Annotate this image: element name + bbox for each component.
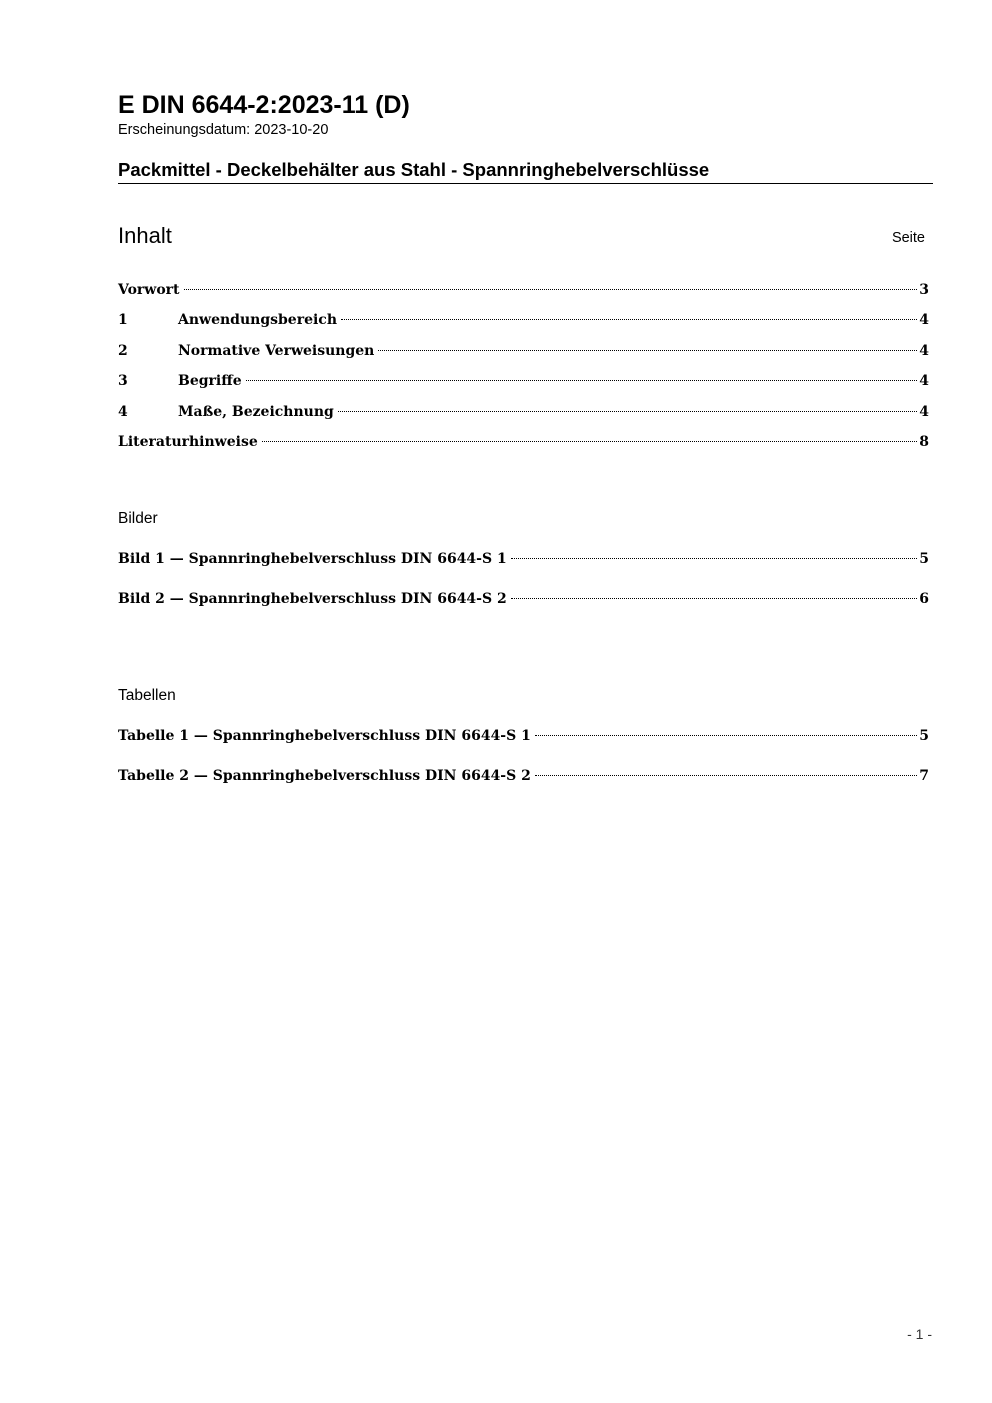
dot-leader (246, 380, 918, 381)
table-entry-1[interactable] (118, 726, 929, 746)
dot-leader (511, 558, 918, 559)
publication-date: Erscheinungsdatum: 2023-10-20 (118, 122, 329, 138)
toc-entry-section-1[interactable] (118, 310, 929, 330)
toc-page-column-label: Seite (891, 230, 925, 246)
toc-entry-number: 2 (118, 343, 128, 359)
dot-leader (341, 319, 917, 320)
dot-leader (535, 735, 917, 736)
toc-entry-number: 3 (118, 373, 128, 389)
toc-entry-literaturhinweise[interactable] (118, 432, 929, 452)
table-entry-title: Tabelle 1 — Spannringhebelverschluss DIN 6644-S 1 (118, 728, 531, 744)
table-entry-page: 7 (919, 768, 929, 784)
toc-entry-title: Normative Verweisungen (178, 343, 375, 359)
toc-entry-section-3[interactable] (118, 371, 929, 391)
toc-entry-number: 1 (118, 312, 128, 328)
toc-entry-section-2[interactable] (118, 341, 929, 361)
dot-leader (378, 350, 917, 351)
toc-entry-page: 3 (919, 282, 929, 298)
figure-entry-title: Bild 2 — Spannringhebelverschluss DIN 6644-S 2 (118, 591, 507, 607)
figure-entry-1[interactable] (118, 549, 929, 569)
figure-entry-page: 6 (919, 591, 929, 607)
toc-entry-number: 4 (118, 404, 128, 420)
figure-entry-page: 5 (919, 551, 929, 567)
toc-entry-page: 8 (919, 434, 929, 450)
toc-entry-title: Literaturhinweise (118, 434, 258, 450)
toc-entry-page: 4 (919, 312, 929, 328)
figures-heading: Bilder (118, 510, 158, 527)
document-title: Packmittel - Deckelbehälter aus Stahl - Spannringhebelverschlüsse (118, 159, 933, 184)
table-entry-title: Tabelle 2 — Spannringhebelverschluss DIN 6644-S 2 (118, 768, 531, 784)
toc-entry-page: 4 (919, 404, 929, 420)
toc-entry-title: Begriffe (178, 373, 242, 389)
tables-heading: Tabellen (118, 687, 176, 704)
dot-leader (262, 441, 918, 442)
document-id: E DIN 6644-2:2023-11 (D) (118, 91, 410, 119)
page-number: - 1 - (907, 1326, 932, 1342)
dot-leader (338, 411, 917, 412)
toc-entry-vorwort[interactable] (118, 280, 929, 300)
toc-entry-title: Maße, Bezeichnung (178, 404, 334, 420)
toc-heading: Inhalt (118, 223, 172, 248)
dot-leader (535, 775, 917, 776)
dot-leader (184, 289, 918, 290)
toc-entry-page: 4 (919, 373, 929, 389)
toc-entry-section-4[interactable] (118, 402, 929, 422)
toc-entry-title: Vorwort (118, 282, 180, 298)
table-entry-2[interactable] (118, 766, 929, 786)
dot-leader (511, 598, 918, 599)
figure-entry-2[interactable] (118, 589, 929, 609)
figure-entry-title: Bild 1 — Spannringhebelverschluss DIN 6644-S 1 (118, 551, 507, 567)
toc-entry-page: 4 (919, 343, 929, 359)
table-entry-page: 5 (919, 728, 929, 744)
toc-entry-title: Anwendungsbereich (178, 312, 337, 328)
